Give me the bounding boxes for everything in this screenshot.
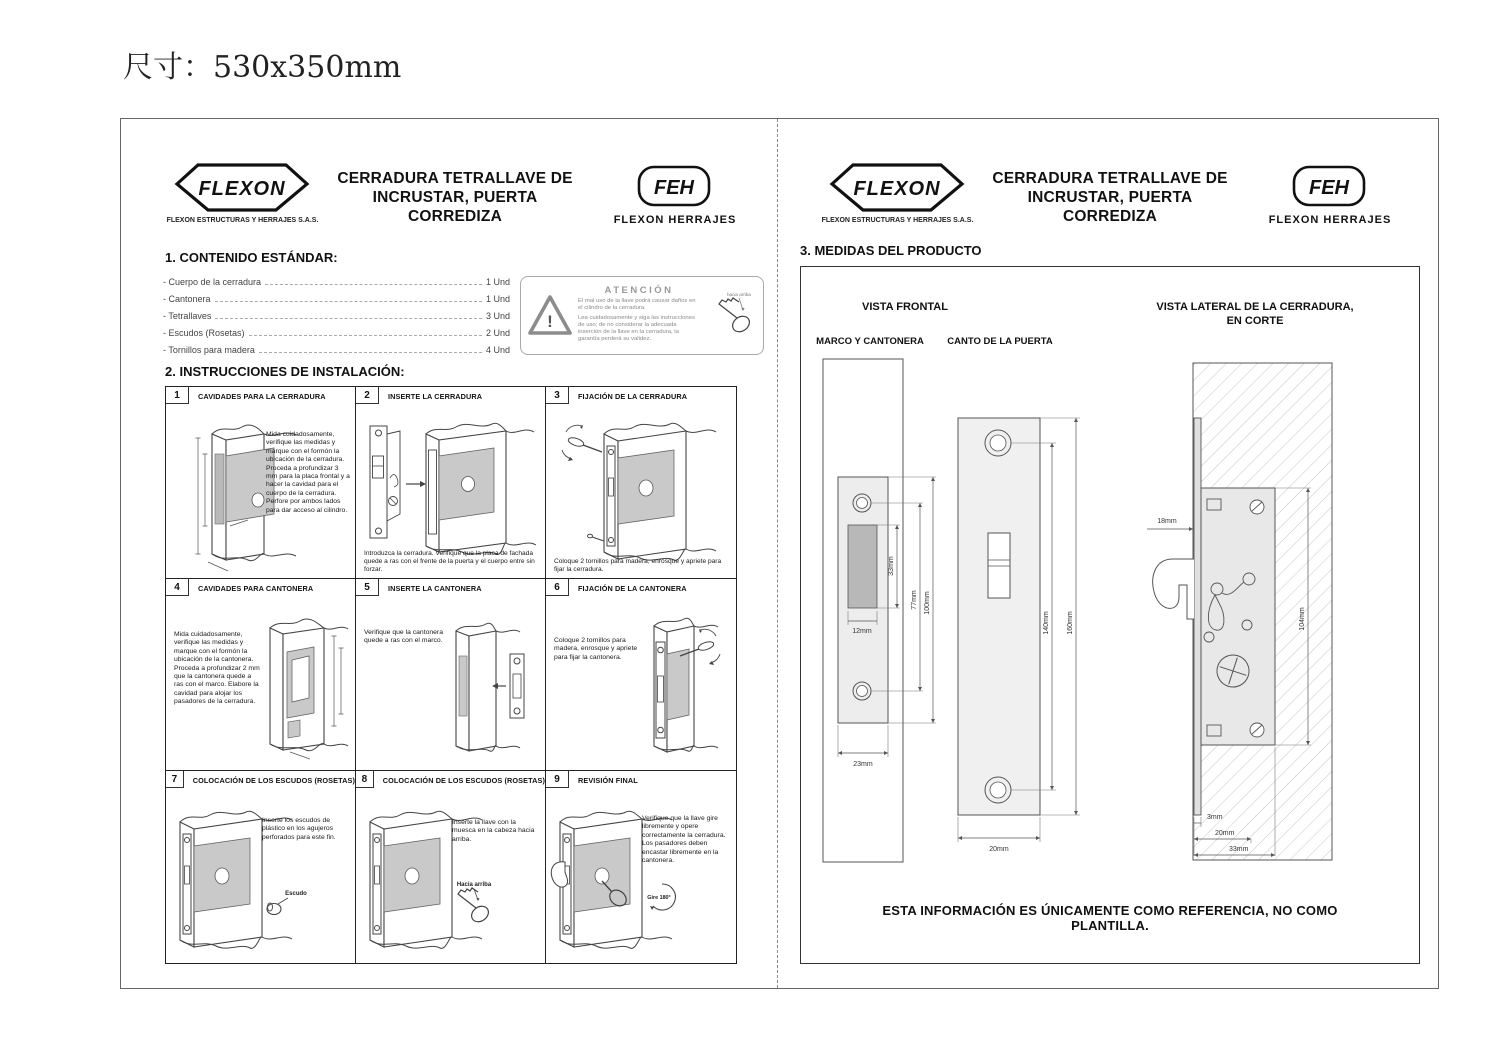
title-line-2: INCRUSTAR, PUERTA xyxy=(1027,189,1193,206)
dim-100mm: 100mm xyxy=(924,591,931,615)
leader-line xyxy=(265,284,482,285)
item-qty: 4 Und xyxy=(485,345,510,355)
step-header xyxy=(546,579,736,596)
step-text: Inserte los escudos de plástico en los agujeros perforados para este fin. xyxy=(262,817,336,841)
step-header xyxy=(356,771,545,788)
item-label: - Cantonera xyxy=(163,294,211,304)
title-line-3: CORREDIZA xyxy=(1063,208,1157,225)
feh-logo xyxy=(637,165,711,207)
left-doc-title xyxy=(315,169,595,226)
left-page-header xyxy=(150,158,770,230)
step-panel-6 xyxy=(546,579,736,771)
item-qty: 2 Und xyxy=(485,328,510,338)
key-up-label: Hacia arriba xyxy=(456,882,492,888)
warning-triangle-icon xyxy=(527,293,573,339)
right-page-header xyxy=(805,158,1425,230)
dim-20mm-canto: 20mm xyxy=(989,846,1009,853)
step-panel-9 xyxy=(546,771,736,963)
dim-18mm: 18mm xyxy=(1157,518,1177,525)
diagram-vista-lateral xyxy=(1143,353,1343,868)
key-icon xyxy=(705,286,757,346)
attention-paragraph-1: El mal uso de la llave podrá causar daños en el cilindro de la cerradura. xyxy=(578,298,696,311)
item-label: - Tornillos para madera xyxy=(163,345,255,355)
leader-line xyxy=(215,318,482,319)
item-label: - Escudos (Rosetas) xyxy=(163,328,245,338)
step-title: INSERTE LA CANTONERA xyxy=(388,584,482,593)
step-header xyxy=(546,771,736,788)
attention-title: ATENCIÓN xyxy=(604,285,674,296)
escudo-label: Escudo xyxy=(285,891,307,897)
title-line-1: CERRADURA TETRALLAVE DE xyxy=(992,170,1228,187)
item-label: - Tetrallaves xyxy=(163,311,212,321)
sheet-size-note: 尺寸：530x350mm xyxy=(123,50,402,85)
step-caption: Introduzca la cerradura. Verifique que la placa de fachada quede a ras con el frente de la puerta y el cuerpo entre sin forzar. xyxy=(364,550,535,573)
step-illustration-8 xyxy=(356,788,546,963)
step-caption: Coloque 2 tornillos para madera, enrosque y apriete para fijar la cerradura. xyxy=(554,558,722,573)
vista-lateral-label: VISTA LATERAL DE LA CERRADURA, EN CORTE xyxy=(1156,301,1354,327)
dim-20mm-lateral: 20mm xyxy=(1215,830,1235,837)
step-header xyxy=(546,387,736,404)
attention-paragraph-2: Lea cuidadosamente y siga las instrucciones de uso; de no considerar la adecuada inserción de la llave en la cerradura, la garantía perderá su validez. xyxy=(578,315,695,342)
flexon-logo-caption: FLEXON ESTRUCTURAS Y HERRAJES S.A.S. xyxy=(821,217,974,224)
reference-note: ESTA INFORMACIÓN ES ÚNICAMENTE COMO REFERENCIA, NO COMO PLANTILLA. xyxy=(882,903,1338,933)
step-panel-7 xyxy=(166,771,356,963)
svg-text:!: ! xyxy=(547,311,553,331)
step-panel-3 xyxy=(546,387,736,579)
dim-3mm: 3mm xyxy=(1207,814,1223,821)
dim-23mm: 23mm xyxy=(853,761,873,768)
list-item xyxy=(163,294,510,304)
step-number: 4 xyxy=(166,579,189,596)
dim-160mm: 160mm xyxy=(1067,611,1074,635)
contents-list xyxy=(163,277,510,362)
step-title: COLOCACIÓN DE LOS ESCUDOS (ROSETAS) xyxy=(192,776,355,785)
list-item xyxy=(163,277,510,287)
step-panel-1 xyxy=(166,387,356,579)
step-number: 9 xyxy=(546,771,569,788)
vista-frontal-label: VISTA FRONTAL xyxy=(862,301,948,313)
list-item xyxy=(163,328,510,338)
flexon-logo-text: FLEXON xyxy=(853,178,941,200)
step-title: CAVIDADES PARA CANTONERA xyxy=(198,584,314,593)
leader-line xyxy=(249,335,482,336)
instructions-grid xyxy=(165,386,737,964)
feh-logo-text: FEH xyxy=(1309,177,1349,199)
attention-text xyxy=(573,285,705,346)
step-panel-8 xyxy=(356,771,546,963)
step-illustration-6 xyxy=(546,596,736,771)
step-number: 2 xyxy=(356,387,379,404)
right-doc-title xyxy=(970,169,1250,226)
step-title: COLOCACIÓN DE LOS ESCUDOS (ROSETAS) xyxy=(382,776,545,785)
step-title: REVISIÓN FINAL xyxy=(578,776,638,785)
feh-caption: FLEXON HERRAJES xyxy=(613,214,737,226)
step-title: INSERTE LA CERRADURA xyxy=(388,392,483,401)
step-header xyxy=(166,579,355,596)
item-label: - Cuerpo de la cerradura xyxy=(163,277,262,287)
step-illustration-3 xyxy=(546,404,736,579)
feh-logo-text: FEH xyxy=(654,177,694,199)
key-icon-label: hacia arriba xyxy=(726,291,752,297)
marco-cantonera-label: MARCO Y CANTONERA xyxy=(816,336,924,347)
step-number: 8 xyxy=(356,771,374,788)
dim-33mm-lateral: 33mm xyxy=(1229,846,1249,853)
feh-caption: FLEXON HERRAJES xyxy=(1268,214,1392,226)
list-item xyxy=(163,311,510,321)
step-text: Verifique que la cantonera quede a ras con el marco. xyxy=(364,629,443,645)
item-qty: 3 Und xyxy=(485,311,510,321)
attention-box xyxy=(520,276,764,355)
section3-heading: 3. MEDIDAS DEL PRODUCTO xyxy=(800,243,982,258)
step-header xyxy=(166,387,355,404)
step-text: Mida cuidadosamente, verifique las medidas y marque con el formón la ubicación de la cantonera. Proceda a profundizar 2 mm que la cantonera quede a ras con el marco. Elabore la cavidad para alojar los pasadores de la cerradura. xyxy=(174,631,260,706)
dim-104mm: 104mm xyxy=(1299,607,1306,631)
step-title: FIJACIÓN DE LA CERRADURA xyxy=(578,392,688,401)
gire-label: Gire 180° xyxy=(647,895,671,901)
diagram-marco-cantonera xyxy=(813,353,953,868)
step-number: 3 xyxy=(546,387,569,404)
list-item xyxy=(163,345,510,355)
dim-33mm: 33mm xyxy=(888,556,895,576)
title-line-3: CORREDIZA xyxy=(408,208,502,225)
item-qty: 1 Und xyxy=(485,277,510,287)
step-text: Inserte la llave con la muesca en la cabeza hacia arriba. xyxy=(452,819,535,843)
dim-77mm: 77mm xyxy=(911,590,918,610)
fold-line xyxy=(777,119,778,988)
step-text: Mida cuidadosamente, verifique las medidas y marque con el formón la ubicación de la cerradura. Proceda a profundizar 3 mm para la placa frontal y a hacer la cavidad para el cuerpo de la cerradura. Perfore por ambos lados para dar acceso al cilindro. xyxy=(266,431,350,514)
step-panel-2 xyxy=(356,387,546,579)
section1-heading: 1. CONTENIDO ESTÁNDAR: xyxy=(165,250,338,265)
flexon-logo-text: FLEXON xyxy=(198,178,286,200)
step-panel-4 xyxy=(166,579,356,771)
step-header xyxy=(356,387,545,404)
step-text: Coloque 2 tornillos para madera, enrosque y apriete para fijar la cantonera. xyxy=(554,637,638,661)
step-illustration-7 xyxy=(166,788,356,963)
section2-heading: 2. INSTRUCCIONES DE INSTALACIÓN: xyxy=(165,364,405,379)
step-number: 5 xyxy=(356,579,379,596)
step-panel-5 xyxy=(356,579,546,771)
canto-puerta-label: CANTO DE LA PUERTA xyxy=(947,336,1053,347)
step-title: FIJACIÓN DE LA CANTONERA xyxy=(578,584,687,593)
step-title: CAVIDADES PARA LA CERRADURA xyxy=(198,392,326,401)
flexon-logo-caption: FLEXON ESTRUCTURAS Y HERRAJES S.A.S. xyxy=(166,217,319,224)
step-number: 1 xyxy=(166,387,189,404)
item-qty: 1 Und xyxy=(485,294,510,304)
step-number: 7 xyxy=(166,771,184,788)
feh-logo xyxy=(1292,165,1366,207)
flexon-logo xyxy=(172,162,312,214)
title-line-2: INCRUSTAR, PUERTA xyxy=(372,189,538,206)
title-line-1: CERRADURA TETRALLAVE DE xyxy=(337,170,573,187)
step-text: Verifique que la llave gire libremente y opere correctamente la cerradura. Los pasadores deben encastar libremente en la cantonera. xyxy=(642,815,726,865)
step-number: 6 xyxy=(546,579,569,596)
dim-140mm: 140mm xyxy=(1043,611,1050,635)
dim-12mm: 12mm xyxy=(852,628,872,635)
leader-line xyxy=(215,301,482,302)
step-illustration-5 xyxy=(356,596,546,771)
diagram-canto-puerta xyxy=(948,398,1098,863)
step-header xyxy=(356,579,545,596)
leader-line xyxy=(259,352,482,353)
flexon-logo xyxy=(827,162,967,214)
step-header xyxy=(166,771,355,788)
